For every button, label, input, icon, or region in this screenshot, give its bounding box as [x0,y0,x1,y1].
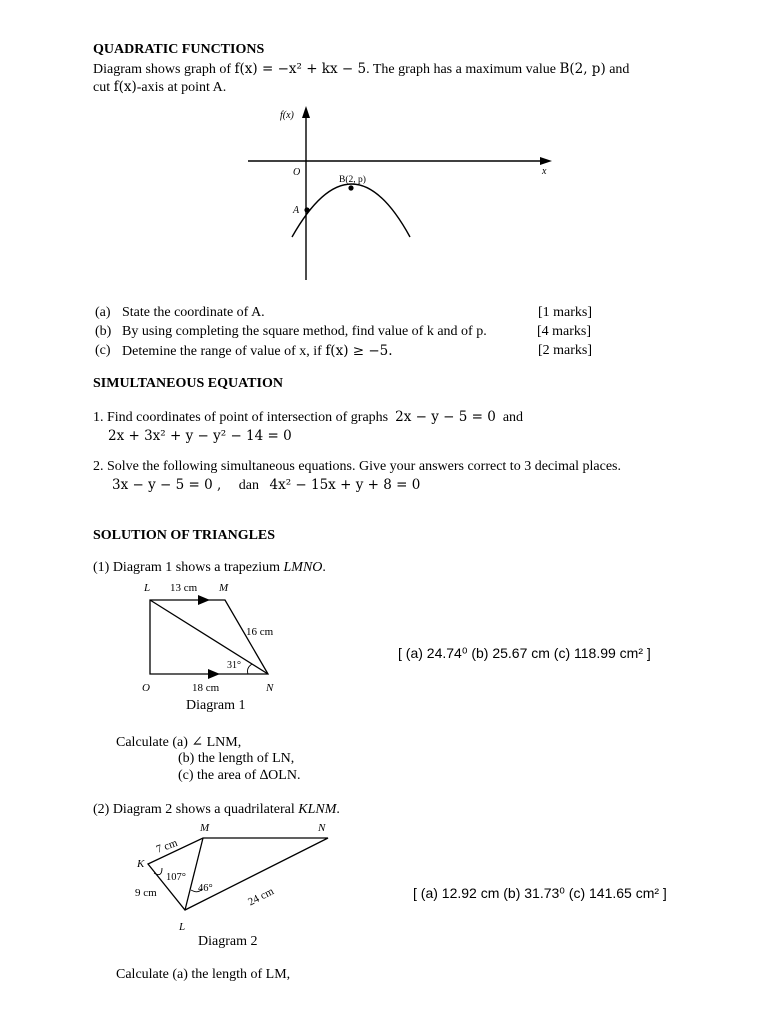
tri-q1-calc-c: (c) the area of ∆OLN. [178,768,301,783]
vertex-m: M [200,822,210,834]
intro-text: cut [93,80,114,95]
part-c-expression: f(x) ≥ −5. [325,343,393,359]
y-axis-label: f(x) [280,110,294,121]
vertex-n: N [266,682,274,694]
tri-q1-answer: [ (a) 24.74⁰ (b) 25.67 cm (c) 118.99 cm² ] [398,645,651,661]
side-mn-label: 16 cm [246,626,274,638]
angle-l-label: 46° [198,883,213,894]
period: . [336,802,340,817]
diagram2-caption: Diagram 2 [198,934,258,949]
intro-text: and [605,62,630,77]
tri-q1-text: (1) Diagram 1 shows a trapezium [93,560,284,575]
tri-q1-calc-a: Calculate (a) ∠ LNM, [116,735,242,750]
quadratic-intro-line2 [93,79,226,96]
sim-q2-text: 2. Solve the following simultaneous equations. Give your answers correct to 3 decimal places. [93,459,621,474]
parabola-curve [292,184,410,237]
function-expression: f(x) = −x² + kx − 5 [234,61,367,77]
sim-q1-eq1: 2x − y − 5 = 0 [395,409,496,425]
tri-q2-answer: [ (a) 12.92 cm (b) 31.73⁰ (c) 141.65 cm² ] [413,885,667,901]
parallel-arrow-bottom [208,669,220,679]
trapezium-diagram [130,578,315,696]
tri-q1-calc-b: (b) the length of LN, [178,751,295,766]
vertex-k: K [137,858,145,870]
x-axis-label: x [542,166,547,177]
part-a-label: (a) [95,305,111,320]
parabola-graph [240,100,570,285]
angle-arc [248,664,253,674]
tri-q1-shape: LMNO [283,560,323,575]
side-kl-label: 9 cm [135,887,157,899]
sim-q2-eq1: 3x − y − 5 = 0 , [112,477,222,493]
part-b-marks: [4 marks] [537,324,592,339]
quadratic-intro-line1 [93,61,629,78]
angle-label: 31° [227,660,241,671]
tri-q2-intro [93,802,340,818]
diagram1-caption: Diagram 1 [186,698,246,713]
intro-text: Diagram shows graph of [93,62,235,77]
part-a-marks: [1 marks] [538,305,593,320]
side-top-label: 13 cm [170,582,198,594]
function-name: f(x) [113,79,137,95]
point-b-dot [348,185,353,190]
part-a-text: State the coordinate of A. [122,305,265,320]
vertex-n: N [318,822,326,834]
sim-q1-and: and [502,410,524,425]
tri-q2-text: (2) Diagram 2 shows a quadrilateral [93,802,299,817]
point-a-dot [304,207,309,212]
side-km-label: 7 cm [154,837,180,856]
section-heading-quadratic: QUADRATIC FUNCTIONS [93,42,265,57]
intro-text: -axis at point A. [136,80,227,95]
section-heading-triangles: SOLUTION OF TRIANGLES [93,528,276,543]
vertex-m: M [219,582,229,594]
max-point: B(2, p) [559,61,606,77]
quadrilateral-diagram [128,818,348,936]
angle-k-label: 107° [166,872,186,883]
x-axis-arrow [540,157,552,165]
sim-q2-eq2: 4x² − 15x + y + 8 = 0 [269,477,421,493]
y-axis-arrow [302,106,310,118]
sim-q1-text: 1. Find coordinates of point of intersection of graphs [93,410,389,425]
part-c-marks: [2 marks] [538,343,593,358]
point-a-label: A [293,205,300,216]
sim-q2-dan: dan [238,478,259,493]
angle-k-arc [154,868,162,875]
vertex-l: L [144,582,151,594]
side-ln-label: 24 cm [246,885,276,909]
sim-q1-eq2: 2x + 3x² + y − y² − 14 = 0 [108,428,292,444]
vertex-o: O [142,682,150,694]
vertex-l: L [179,921,186,933]
part-b-label: (b) [95,324,112,339]
point-b-label: B(2, p) [339,175,366,185]
intro-text: . The graph has a maximum value [366,62,560,77]
parallel-arrow-top [198,595,210,605]
origin-label: O [293,167,301,178]
side-bottom-label: 18 cm [192,682,220,694]
period: . [322,560,326,575]
sim-q2-equations [112,477,420,494]
part-b-text: By using completing the square method, find value of k and of p. [122,324,487,339]
part-c-text: Detemine the range of value of x, if [122,344,322,359]
part-c-line [122,343,393,360]
tri-q2-shape: KLNM [298,802,337,817]
tri-q2-calc-a: Calculate (a) the length of LM, [116,967,291,982]
diagonal-lm [185,838,203,910]
tri-q1-intro [93,560,326,576]
sim-q1-line1 [93,409,523,426]
section-heading-simultaneous: SIMULTANEOUS EQUATION [93,376,283,391]
part-c-label: (c) [95,343,111,358]
